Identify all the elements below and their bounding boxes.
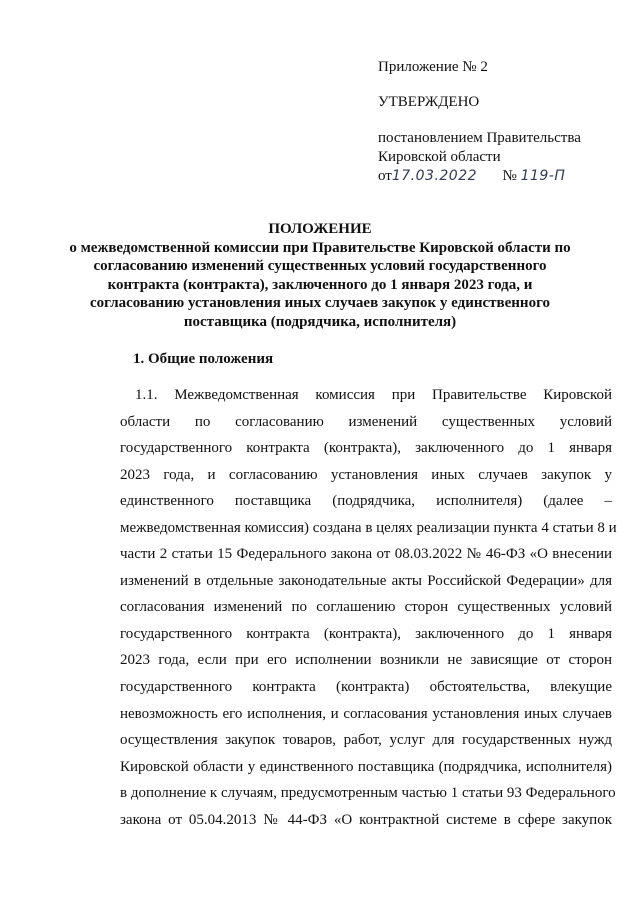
body-line: государственного контракта (контракта), заключенного до 1 января (120, 440, 612, 457)
handwritten-number: 119-П (520, 168, 566, 184)
body-line: невозможность его исполнения, и согласования установления иных случаев (120, 705, 612, 722)
body-line: в дополнение к случаям, предусмотренным частью 1 статьи 93 Федерального (120, 785, 616, 802)
section-heading: 1. Общие положения (133, 351, 274, 367)
body-line: государственного контракта (контракта), заключенного до 1 января (120, 625, 612, 642)
title-line: согласованию установления иных случаев закупок у единственного (89, 295, 551, 311)
body-line: 1.1. Межведомственная комиссия при Правительстве Кировской (135, 387, 612, 403)
body-line: 2023 года, и согласованию установления иных случаев закупок у (120, 466, 612, 483)
body-line: осуществления закупок товаров, работ, услуг для государственных нужд (120, 732, 612, 749)
approved-by-line2: Кировской области (378, 149, 501, 165)
date-number-line (378, 167, 618, 186)
number-prefix: № (502, 168, 517, 184)
body-line: единственного поставщика (подрядчика, исполнителя) (далее – (120, 493, 612, 510)
title-line: поставщика (подрядчика, исполнителя) (183, 313, 457, 330)
document-title (40, 220, 600, 331)
section-body (120, 382, 617, 833)
date-prefix: от (378, 168, 392, 184)
title-line: согласованию изменений существенных условий государственного (93, 258, 547, 274)
handwritten-date: 17.03.2022 (391, 168, 478, 184)
body-line: Кировской области у единственного поставщика (подрядчика, исполнителя) (120, 758, 612, 775)
body-line: государственного контракта (контракта) обстоятельства, влекущие (120, 679, 612, 696)
body-line: межведомственная комиссия) создана в целях реализации пункта 4 статьи 8 и (120, 519, 617, 536)
body-line: закона от 05.04.2013 № 44-ФЗ «О контрактной системе в сфере закупок (120, 811, 612, 828)
appendix-label: Приложение № 2 (378, 59, 488, 75)
body-line: 2023 года, если при его исполнении возникли не зависящие от сторон (120, 652, 612, 669)
approved-label: УТВЕРЖДЕНО (378, 94, 480, 110)
title-line: о межведомственной комиссии при Правительстве Кировской области по (69, 239, 571, 256)
title-heading: ПОЛОЖЕНИЕ (268, 221, 372, 237)
title-line: контракта (контракта), заключенного до 1 января 2023 года, и (107, 276, 533, 293)
approval-stamp (378, 58, 618, 186)
body-line: части 2 статьи 15 Федерального закона от 08.03.2022 № 46-ФЗ «О внесении (120, 546, 612, 563)
body-line: области по согласованию изменений существенных условий (120, 413, 612, 430)
body-line: изменений в отдельные законодательные акты Российской Федерации» для (120, 572, 612, 589)
body-line: согласования изменений по соглашению сторон существенных условий (120, 599, 612, 616)
approved-by-line1: постановлением Правительства (378, 130, 581, 146)
